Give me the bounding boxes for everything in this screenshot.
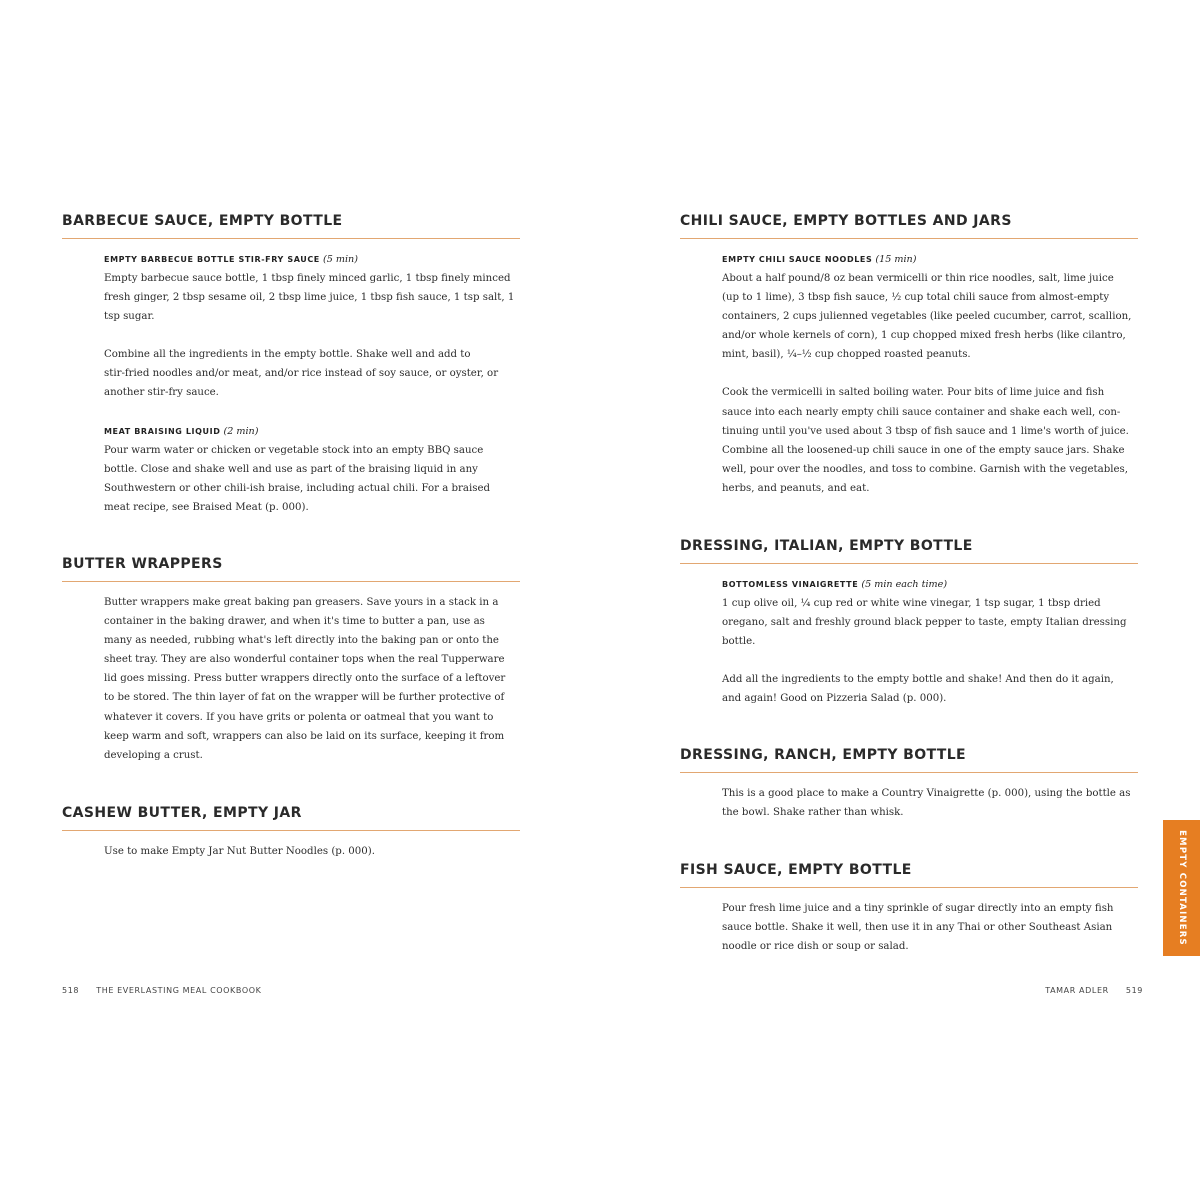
section-title: BARBECUE SAUCE, EMPTY BOTTLE — [62, 213, 520, 239]
recipe-time: (5 min) — [322, 254, 358, 265]
section-dressing-ranch — [680, 747, 1138, 822]
recipe-name: BOTTOMLESS VINAIGRETTE — [722, 580, 859, 589]
recipe-heading — [722, 250, 1134, 269]
section-barbecue-sauce — [62, 213, 520, 517]
section-paragraph: Pour fresh lime juice and a tiny sprinkle of sugar directly into an empty fish sauce bottle. Shake it well, then use it in any Thai or other Southeast Asian noodle or rice dish or soup or salad. — [722, 903, 1114, 953]
section-title: DRESSING, RANCH, EMPTY BOTTLE — [680, 747, 1138, 773]
recipe-heading — [104, 250, 516, 269]
section-title: CASHEW BUTTER, EMPTY JAR — [62, 805, 520, 831]
section-title: CHILI SAUCE, EMPTY BOTTLES AND JARS — [680, 213, 1138, 239]
section-title: FISH SAUCE, EMPTY BOTTLE — [680, 862, 1138, 888]
recipe-time: (5 min each time) — [861, 579, 948, 590]
section-title: BUTTER WRAPPERS — [62, 556, 520, 582]
recipe-time: (15 min) — [875, 254, 917, 265]
recipe-heading — [722, 575, 1134, 594]
section-cashew-butter — [62, 805, 520, 861]
recipe-name: EMPTY BARBECUE BOTTLE STIR-FRY SAUCE — [104, 255, 320, 264]
thumb-tab-label: EMPTY CONTAINERS — [1176, 830, 1187, 946]
recipe-ingredients: Empty barbecue sauce bottle, 1 tbsp finely minced garlic, 1 tbsp finely minced fresh ginger, 2 tbsp sesame oil, 2 tbsp lime juice, 1 tbsp fish sauce, 1 tsp salt, 1 tsp sugar. — [104, 273, 515, 323]
recipe-method: Cook the vermicelli in salted boiling water. Pour bits of lime juice and fish sauce into each nearly empty chili sauce container and shake each well, con- tinuing until you've used about 3 tbsp of fish sauce and 1 lime's worth of juice. Combine all the loosened-up chili sauce in one of the empty sauce jars. Shake well, pour over the noodles, and toss to combine. Garnish with the vegetables, herbs, and peanuts, and eat. — [722, 387, 1129, 494]
book-title: THE EVERLASTING MEAL COOKBOOK — [96, 986, 262, 995]
section-fish-sauce — [680, 862, 1138, 956]
right-footer — [1045, 986, 1143, 995]
section-butter-wrappers — [62, 556, 520, 765]
left-footer — [62, 986, 261, 995]
recipe-heading — [104, 422, 516, 441]
recipe-ingredients: About a half pound/8 oz bean vermicelli or thin rice noodles, salt, lime juice (up to 1 lime), 3 tbsp fish sauce, ½ cup total chili sauce from almost-empty containers, 2 cups julienned vegetables (like peeled cucumber, carrot, scallion, and/or whole kernels of corn), 1 cup chopped mixed fresh herbs (like cilantro, mint, basil), ¼–½ cup chopped roasted peanuts. — [722, 273, 1132, 361]
page-number: 518 — [62, 986, 80, 995]
author-name: TAMAR ADLER — [1045, 986, 1109, 995]
section-paragraph: Use to make Empty Jar Nut Butter Noodles (p. 000). — [104, 846, 375, 857]
section-chili-sauce — [680, 213, 1138, 498]
section-dressing-italian — [680, 538, 1138, 708]
recipe-method: Combine all the ingredients in the empty bottle. Shake well and add to stir-fried noodles and/or meat, and/or rice instead of soy sauce, or oyster, or another stir-fry sauce. — [104, 349, 499, 399]
recipe-name: EMPTY CHILI SAUCE NOODLES — [722, 255, 873, 264]
recipe-time: (2 min) — [223, 425, 259, 437]
section-paragraph: Butter wrappers make great baking pan greasers. Save yours in a stack in a container in the baking drawer, and when it's time to butter a pan, use as many as needed, rubbing what's left directly into the baking pan or onto the sheet tray. They are also wonderful container tops when the real Tupperware lid goes missing. Press butter wrappers directly onto the surface of a leftover to be stored. The thin layer of fat on the wrapper will be further protective of whatever it covers. If you have grits or polenta or oatmeal that you want to keep warm and soft, wrappers can also be laid on its surface, keeping it from developing a crust. — [104, 597, 506, 761]
recipe-ingredients: Pour warm water or chicken or vegetable stock into an empty BBQ sauce bottle. Close and shake well and use as part of the braising liquid in any Southwestern or other chili-ish braise, including actual chili. For a braised meat recipe, see Braised Meat (p. 000). — [104, 444, 491, 513]
page-number: 519 — [1125, 986, 1143, 995]
recipe-method: Add all the ingredients to the empty bottle and shake! And then do it again, and again! Good on Pizzeria Salad (p. 000). — [722, 674, 1114, 705]
section-title: DRESSING, ITALIAN, EMPTY BOTTLE — [680, 538, 1138, 564]
recipe-name: MEAT BRAISING LIQUID — [104, 426, 221, 436]
thumb-tab — [1163, 820, 1200, 956]
right-page — [600, 0, 1200, 1200]
section-paragraph: This is a good place to make a Country Vinaigrette (p. 000), using the bottle as the bowl. Shake rather than whisk. — [722, 788, 1131, 819]
recipe-ingredients: 1 cup olive oil, ¼ cup red or white wine vinegar, 1 tsp sugar, 1 tbsp dried oregano, salt and freshly ground black pepper to taste, empty Italian dressing bottle. — [722, 598, 1127, 648]
